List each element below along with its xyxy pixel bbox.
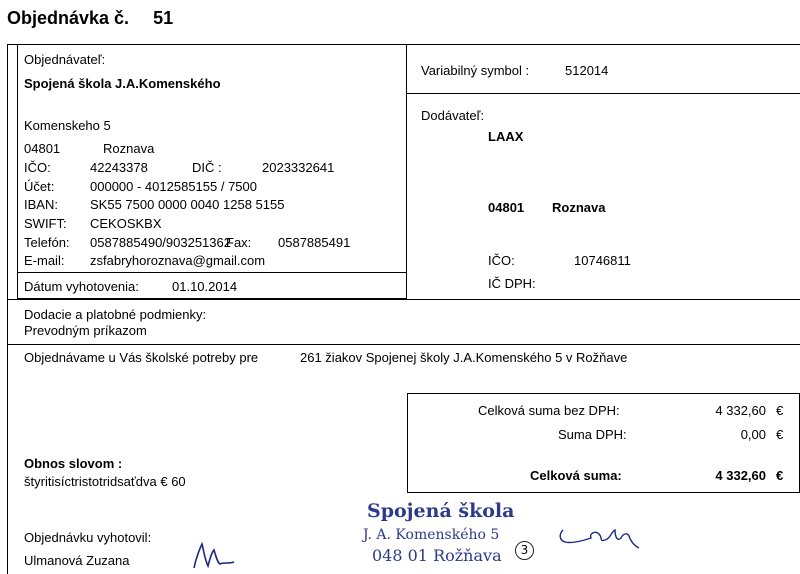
supplier-heading: Dodávateľ: bbox=[421, 108, 485, 123]
supplier-ic-dph-label: IČ DPH: bbox=[488, 276, 536, 291]
stamp-line-3: 048 01 Rožňava bbox=[372, 546, 502, 565]
orderer-dic: 2023332641 bbox=[262, 160, 335, 175]
terms-label: Dodacie a platobné podmienky: bbox=[24, 307, 207, 322]
orderer-account-label: Účet: bbox=[24, 179, 55, 194]
total-label: Celková suma: bbox=[530, 468, 622, 483]
signature-right-icon bbox=[555, 520, 645, 554]
date-label: Dátum vyhotovenia: bbox=[24, 279, 139, 294]
orderer-name: Spojená škola J.A.Komenského bbox=[24, 76, 221, 91]
orderer-ico-label: IČO: bbox=[24, 160, 51, 175]
frame-left-line bbox=[7, 44, 8, 574]
orderer-ico: 42243378 bbox=[90, 160, 148, 175]
orderer-heading: Objednávateľ: bbox=[24, 52, 106, 67]
orderer-email-label: E-mail: bbox=[24, 253, 65, 268]
stamp-line-2: J. A. Komenského 5 bbox=[363, 527, 500, 543]
variable-symbol-divider bbox=[407, 93, 800, 94]
order-title bbox=[7, 8, 173, 29]
date-value: 01.10.2014 bbox=[172, 279, 238, 294]
stamp-line-1: Spojená škola bbox=[367, 500, 515, 522]
orderer-zip: 04801 bbox=[24, 141, 61, 156]
net-value: 4 332,60 bbox=[715, 403, 766, 418]
in-words-value: štyritisíctristotridsaťdva € 60 bbox=[24, 474, 186, 489]
order-number: 51 bbox=[153, 8, 174, 28]
supplier-ico-label: IČO: bbox=[488, 253, 515, 268]
variable-symbol-label: Variabilný symbol : bbox=[421, 63, 530, 78]
orderer-dic-label: DIČ : bbox=[192, 160, 222, 175]
total-value: 4 332,60 bbox=[715, 468, 766, 483]
supplier-name: LAAX bbox=[488, 129, 524, 144]
orderer-city: Roznava bbox=[103, 141, 155, 156]
terms-top-line bbox=[7, 299, 800, 300]
signature-left-icon bbox=[190, 538, 240, 572]
orderer-email: zsfabryhoroznava@gmail.com bbox=[90, 253, 266, 268]
variable-symbol-value: 512014 bbox=[565, 63, 609, 78]
supplier-zip: 04801 bbox=[488, 200, 525, 215]
orderer-fax-label: Fax: bbox=[226, 235, 252, 250]
stamp-number: 3 bbox=[515, 541, 534, 560]
supplier-city: Roznava bbox=[552, 200, 606, 215]
prepared-by-label: Objednávku vyhotovil: bbox=[24, 530, 152, 545]
vat-label: Suma DPH: bbox=[558, 427, 627, 442]
total-currency: € bbox=[776, 468, 784, 483]
terms-value: Prevodným príkazom bbox=[24, 323, 147, 338]
orderer-iban: SK55 7500 0000 0040 1258 5155 bbox=[90, 197, 285, 212]
net-label: Celková suma bez DPH: bbox=[478, 403, 620, 418]
orderer-phone: 0587885490/903251362 bbox=[90, 235, 231, 250]
vat-value: 0,00 bbox=[740, 427, 766, 442]
orderer-phone-label: Telefón: bbox=[24, 235, 70, 250]
orderer-fax: 0587885491 bbox=[278, 235, 351, 250]
net-currency: € bbox=[776, 403, 784, 418]
vat-currency: € bbox=[776, 427, 784, 442]
order-title-label: Objednávka č. bbox=[7, 8, 130, 28]
orderer-street: Komenskeho 5 bbox=[24, 118, 111, 133]
orderer-swift-label: SWIFT: bbox=[24, 216, 67, 231]
supplier-ico: 10746811 bbox=[574, 253, 631, 268]
terms-bottom-line bbox=[7, 344, 800, 345]
orderer-account: 000000 - 4012585155 / 7500 bbox=[90, 179, 257, 194]
order-text-detail: 261 žiakov Spojenej školy J.A.Komenského 5 v Rožňave bbox=[300, 350, 628, 365]
orderer-iban-label: IBAN: bbox=[24, 197, 58, 212]
orderer-swift: CEKOSKBX bbox=[90, 216, 162, 231]
in-words-label: Obnos slovom : bbox=[24, 456, 123, 471]
order-text-prefix: Objednávame u Vás školské potreby pre bbox=[24, 350, 259, 365]
prepared-by-name: Ulmanová Zuzana bbox=[24, 553, 130, 568]
date-divider bbox=[17, 272, 407, 273]
